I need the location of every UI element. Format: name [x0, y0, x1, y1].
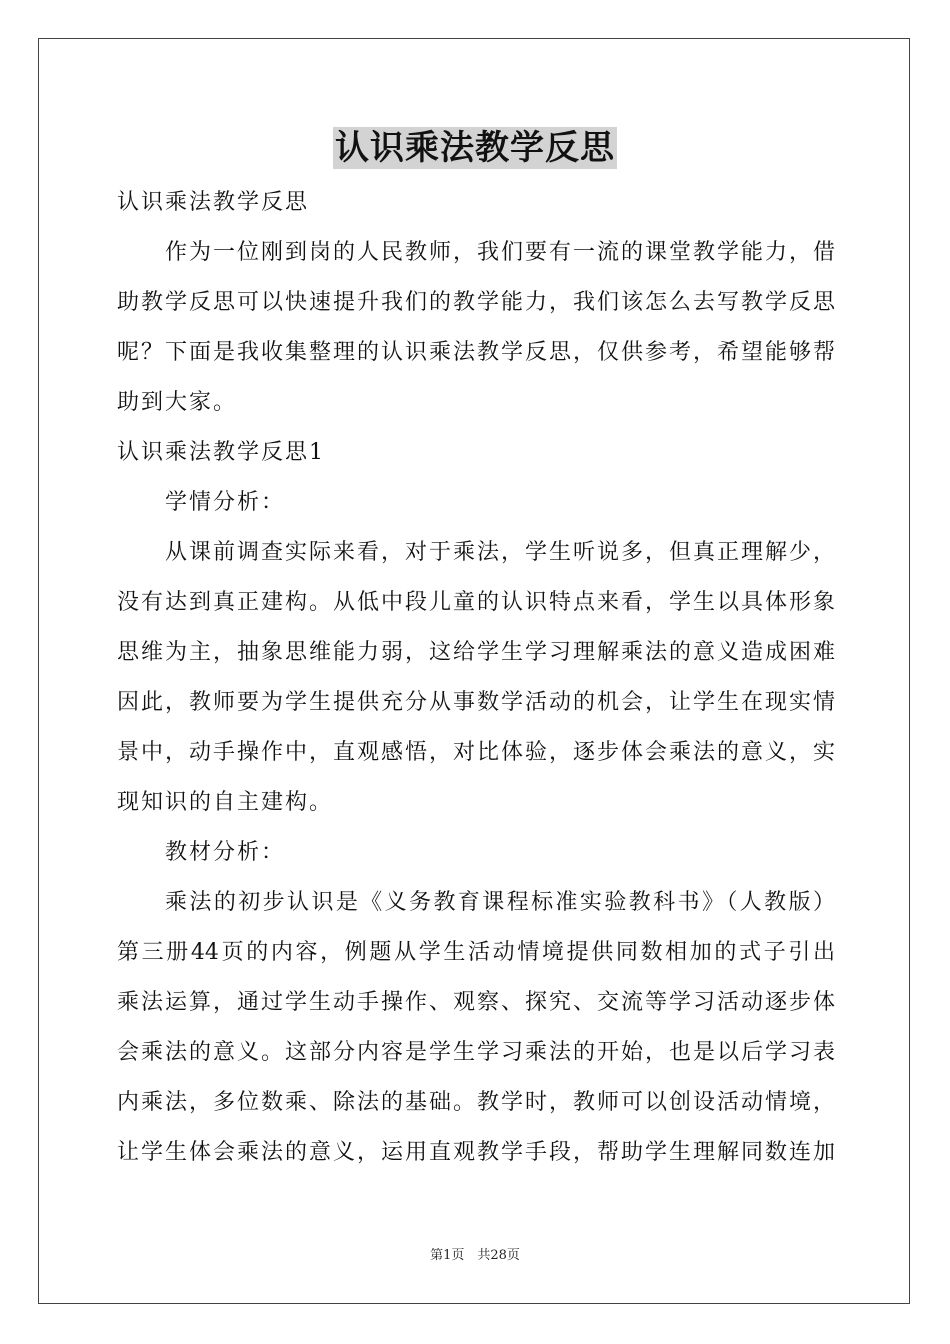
subtitle-line: 认识乘法教学反思	[117, 190, 310, 215]
paragraph-line: 第三册44页的内容，例题从学生活动情境提供同数相加的式子引出	[117, 940, 835, 965]
paragraph-line: 乘法运算，通过学生动手操作、观察、探究、交流等学习活动逐步体	[117, 990, 835, 1015]
paragraph-line: 没有达到真正建构。从低中段儿童的认识特点来看，学生以具体形象	[117, 590, 835, 615]
subsection-heading: 教材分析：	[165, 840, 286, 865]
paragraph-line: 让学生体会乘法的意义，运用直观教学手段，帮助学生理解同数连加	[117, 1140, 835, 1165]
paragraph-line: 因此，教师要为学生提供充分从事数学活动的机会，让学生在现实情	[117, 690, 835, 715]
paragraph-line: 呢？下面是我收集整理的认识乘法教学反思，仅供参考，希望能够帮	[117, 340, 835, 365]
subsection-heading: 学情分析：	[165, 490, 286, 515]
paragraph-line: 内乘法，多位数乘、除法的基础。教学时，教师可以创设活动情境，	[117, 1090, 835, 1115]
document-body	[117, 178, 835, 1178]
paragraph-line: 助教学反思可以快速提升我们的教学能力，我们该怎么去写教学反思	[117, 290, 835, 315]
paragraph-line: 助到大家。	[117, 390, 238, 415]
section-heading: 认识乘法教学反思1	[117, 440, 325, 465]
document-title: 认识乘法教学反思	[335, 128, 615, 168]
paragraph-line: 现知识的自主建构。	[117, 790, 334, 815]
paragraph-line: 思维为主，抽象思维能力弱，这给学生学习理解乘法的意义造成困难	[117, 640, 835, 665]
paragraph-line: 会乘法的意义。这部分内容是学生学习乘法的开始，也是以后学习表	[117, 1040, 835, 1065]
paragraph-line: 乘法的初步认识是《义务教育课程标准实验教科书》（人教版）	[165, 890, 835, 915]
paragraph-line: 从课前调查实际来看，对于乘法，学生听说多，但真正理解少，	[165, 540, 835, 565]
paragraph-line: 作为一位刚到岗的人民教师，我们要有一流的课堂教学能力，借	[165, 240, 835, 265]
paragraph-line: 景中，动手操作中，直观感悟，对比体验，逐步体会乘法的意义，实	[117, 740, 835, 765]
page-footer: 第1页 共28页	[430, 1248, 520, 1263]
title-container	[0, 127, 950, 169]
